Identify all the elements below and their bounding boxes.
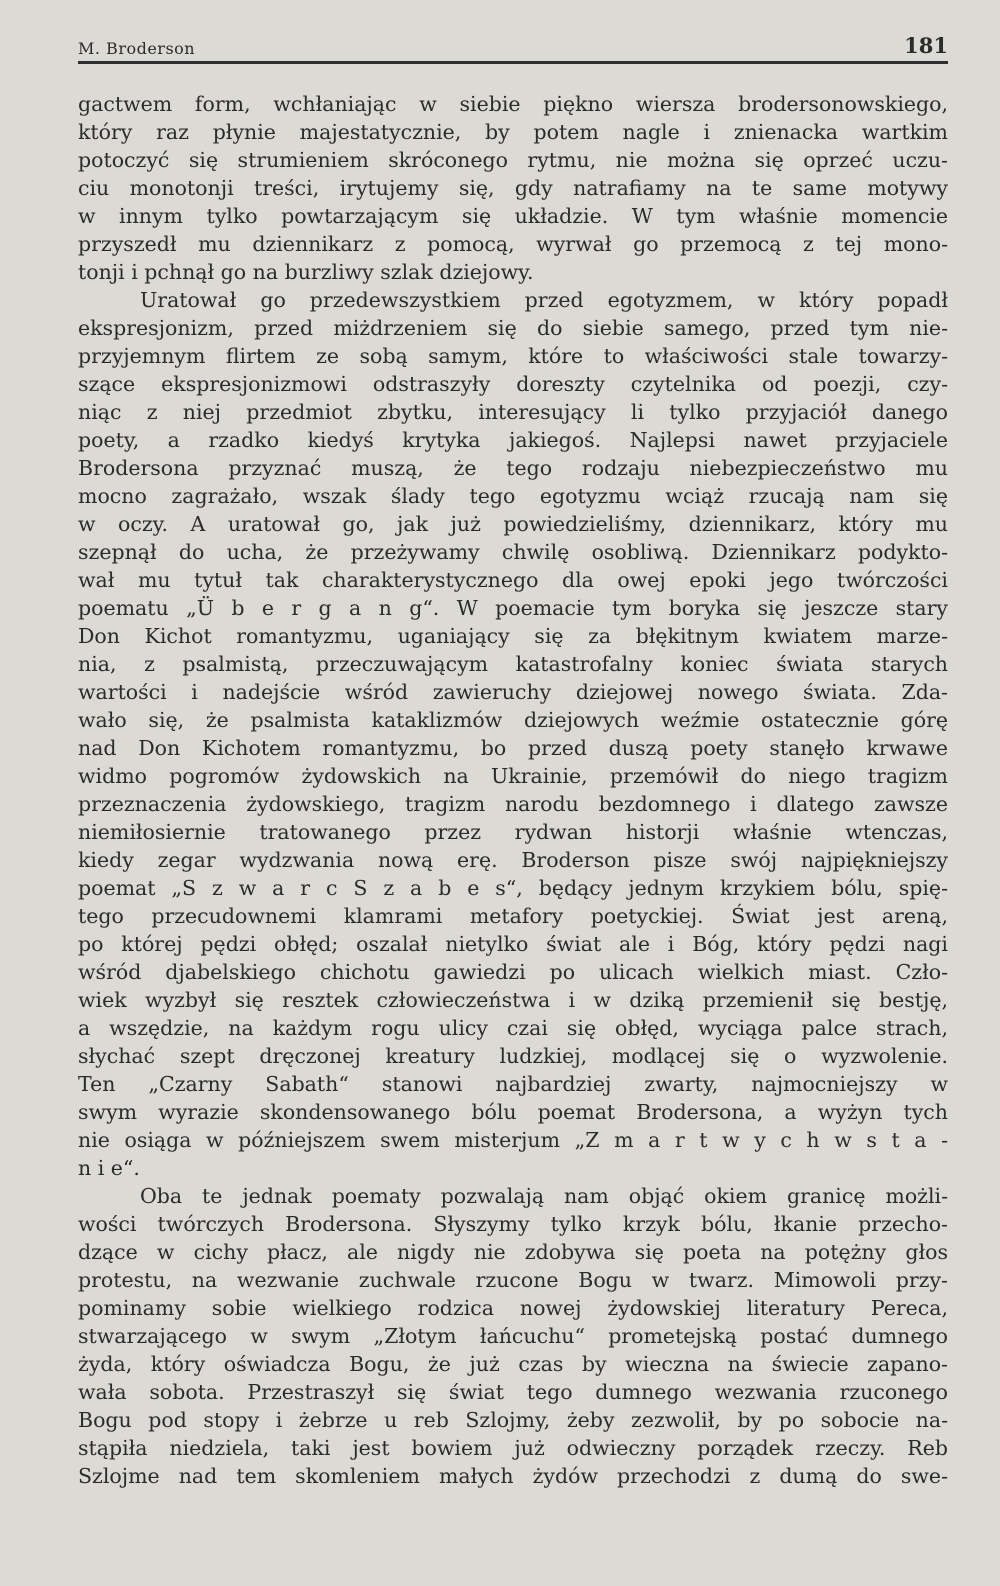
text-line: swym wyrazie skondensowanego bólu poemat Brodersona, a wyżyn tych <box>78 1100 948 1124</box>
body-text <box>78 90 948 1490</box>
text-line: ekspresjonizm, przed miżdrzeniem się do siebie samego, przed tym nie- <box>78 316 948 340</box>
text-line: przyjemnym flirtem ze sobą samym, które to właściwości stale towarzy- <box>78 344 948 368</box>
text-line: potoczyć się strumieniem skróconego rytmu, nie można się oprzeć uczu- <box>78 148 948 172</box>
running-head-author: M. Broderson <box>78 39 196 58</box>
text-line: Don Kichot romantyzmu, uganiający się za błękitnym kwiatem marze- <box>78 624 948 648</box>
text-line: przyszedł mu dziennikarz z pomocą, wyrwał go przemocą z tej mono- <box>78 232 948 256</box>
text-line: gactwem form, wchłaniając w siebie piękno wiersza brodersonowskiego, <box>78 92 948 116</box>
running-head <box>78 24 948 64</box>
text-line: szepnął do ucha, że przeżywamy chwilę osobliwą. Dziennikarz podykto- <box>78 540 948 564</box>
page-number: 181 <box>904 33 948 58</box>
text-line: protestu, na wezwanie zuchwale rzucone Bogu w twarz. Mimowoli przy- <box>78 1268 948 1292</box>
text-line: mocno zagrażało, wszak ślady tego egotyzmu wciąż rzucają nam się <box>78 484 948 508</box>
text-line: Szlojme nad tem skomleniem małych żydów przechodzi z dumą do swe- <box>78 1464 948 1488</box>
text-line: Oba te jednak poematy pozwalają nam objąć okiem granicę możli- <box>140 1184 948 1208</box>
text-line: ciu monotonji treści, irytujemy się, gdy natrafiamy na te same motywy <box>78 176 948 200</box>
text-line: wości twórczych Brodersona. Słyszymy tylko krzyk bólu, łkanie przecho- <box>78 1212 948 1236</box>
text-line: tonji i pchnął go na burzliwy szlak dziejowy. <box>78 260 534 284</box>
text-line: a wszędzie, na każdym rogu ulicy czai się obłęd, wyciąga palce strach, <box>78 1016 948 1040</box>
text-line: tego przecudownemi klamrami metafory poetyckiej. Świat jest areną, <box>78 904 948 928</box>
text-line: n i e“. <box>78 1156 140 1180</box>
text-line: kiedy zegar wydzwania nową erę. Broderson pisze swój najpiękniejszy <box>78 848 948 872</box>
text-line: wało się, że psalmista kataklizmów dziejowych weźmie ostatecznie górę <box>78 708 948 732</box>
text-line: Brodersona przyznać muszą, że tego rodzaju niebezpieczeństwo mu <box>78 456 948 480</box>
text-line: nie osiąga w późniejszem swem misterjum „Z m a r t w y c h w s t a - <box>78 1128 948 1152</box>
text-line: Bogu pod stopy i żebrze u reb Szlojmy, żeby zezwolił, by po sobocie na- <box>78 1408 948 1432</box>
text-line: niemiłosiernie tratowanego przez rydwan historji właśnie wtenczas, <box>78 820 948 844</box>
text-line: który raz płynie majestatycznie, by potem nagle i znienacka wartkim <box>78 120 948 144</box>
text-line: Ten „Czarny Sabath“ stanowi najbardziej zwarty, najmocniejszy w <box>78 1072 948 1096</box>
text-line: Uratował go przedewszystkiem przed egotyzmem, w który popadł <box>140 288 948 312</box>
text-line: nia, z psalmistą, przeczuwającym katastrofalny koniec świata starych <box>78 652 948 676</box>
text-line: nad Don Kichotem romantyzmu, bo przed duszą poety stanęło krwawe <box>78 736 948 760</box>
text-line: szące ekspresjonizmowi odstraszyły doreszty czytelnika od poezji, czy- <box>78 372 948 396</box>
text-line: wał mu tytuł tak charakterystycznego dla owej epoki jego twórczości <box>78 568 948 592</box>
text-line: w oczy. A uratował go, jak już powiedzieliśmy, dziennikarz, który mu <box>78 512 948 536</box>
text-line: wiek wyzbył się resztek człowieczeństwa i w dziką przemienił się bestję, <box>78 988 948 1012</box>
text-line: poety, a rzadko kiedyś krytyka jakiegoś. Najlepsi nawet przyjaciele <box>78 428 948 452</box>
text-line: w innym tylko powtarzającym się układzie. W tym właśnie momencie <box>78 204 948 228</box>
text-line: przeznaczenia żydowskiego, tragizm narodu bezdomnego i dlatego zawsze <box>78 792 948 816</box>
text-line: wartości i nadejście wśród zawieruchy dziejowej nowego świata. Zda- <box>78 680 948 704</box>
text-line: poematu „Ü b e r g a n g“. W poemacie tym boryka się jeszcze stary <box>78 596 948 620</box>
text-line: poemat „S z w a r c S z a b e s“, będący jednym krzykiem bólu, spię- <box>78 876 948 900</box>
text-line: dzące w cichy płacz, ale nigdy nie zdobywa się poeta na potężny głos <box>78 1240 948 1264</box>
text-line: pominamy sobie wielkiego rodzica nowej żydowskiej literatury Pereca, <box>78 1296 948 1320</box>
text-line: wała sobota. Przestraszył się świat tego dumnego wezwania rzuconego <box>78 1380 948 1404</box>
text-line: po której pędzi obłęd; oszalał nietylko świat ale i Bóg, który pędzi nagi <box>78 932 948 956</box>
text-line: stwarzającego w swym „Złotym łańcuchu“ prometejską postać dumnego <box>78 1324 948 1348</box>
text-line: słychać szept dręczonej kreatury ludzkiej, modlącej się o wyzwolenie. <box>78 1044 948 1068</box>
text-line: niąc z niej przedmiot zbytku, interesujący li tylko przyjaciół danego <box>78 400 948 424</box>
text-line: widmo pogromów żydowskich na Ukrainie, przemówił do niego tragizm <box>78 764 948 788</box>
text-line: wśród djabelskiego chichotu gawiedzi po ulicach wielkich miast. Czło- <box>78 960 948 984</box>
text-line: żyda, który oświadcza Bogu, że już czas by wieczna na świecie zapano- <box>78 1352 948 1376</box>
text-line: stąpiła niedziela, taki jest bowiem już odwieczny porządek rzeczy. Reb <box>78 1436 948 1460</box>
